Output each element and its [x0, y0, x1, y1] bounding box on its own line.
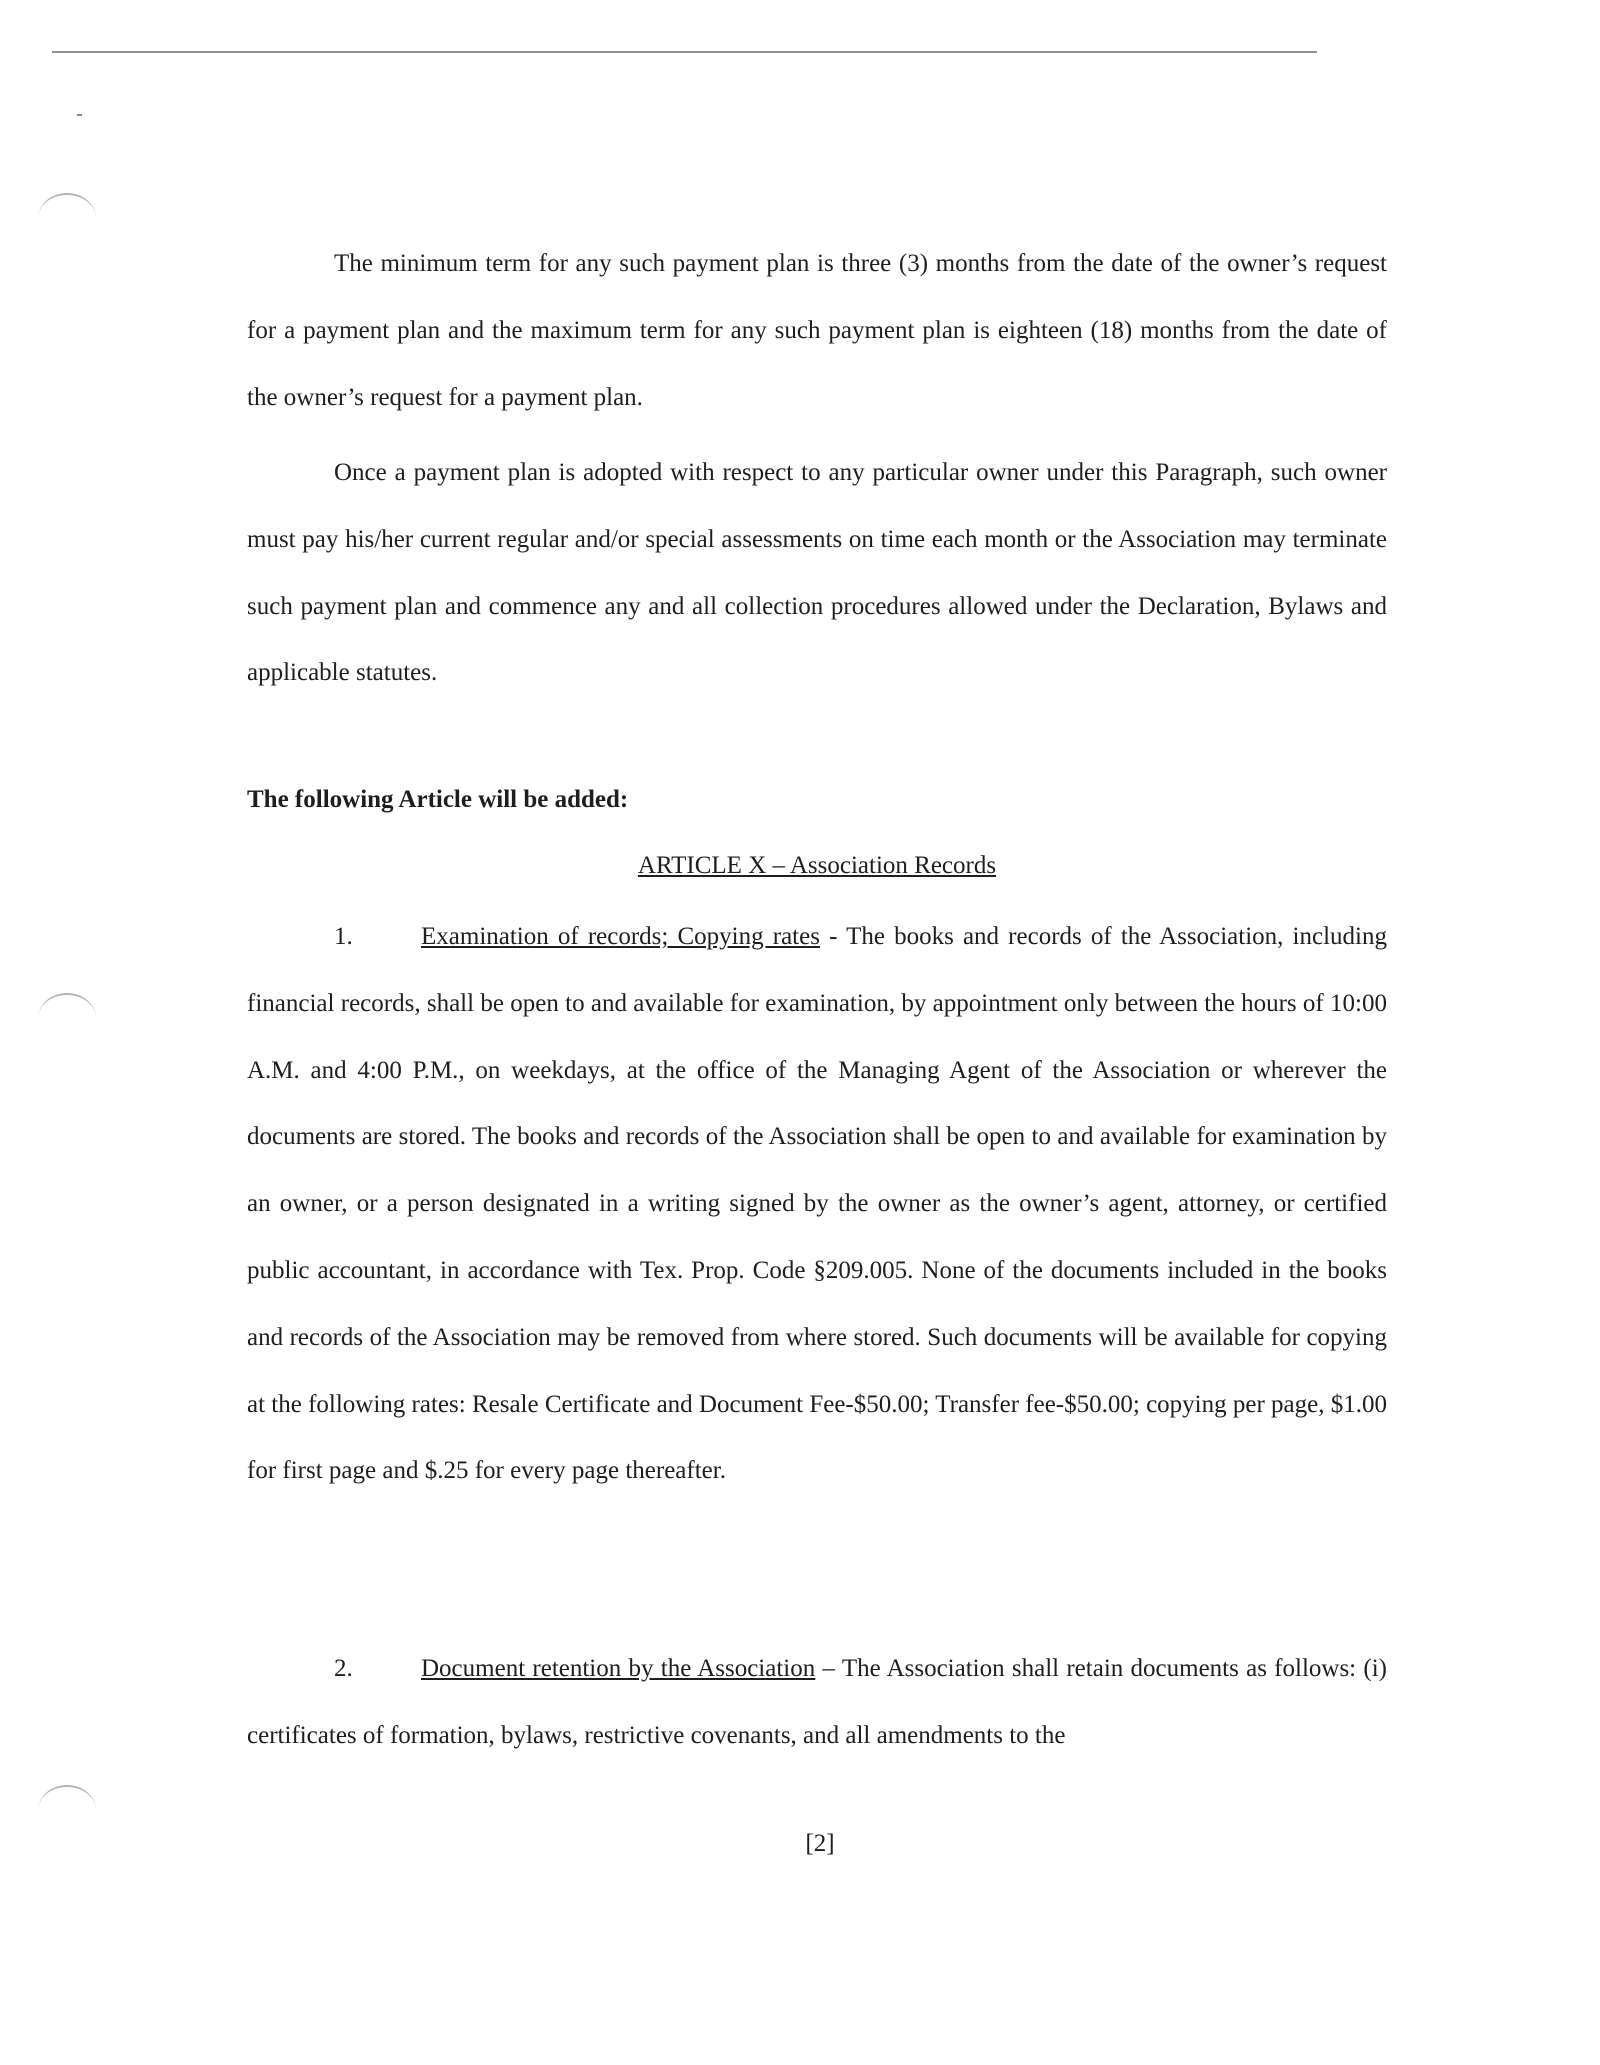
item-1-text: The books and records of the Association, including financial records, shall be open to and available for examination, by appointment only between the hours of 10:00 A.M. and 4:00 P.M., on weekdays, at the office of the Managing Agent of the Association or wherever the documents are stored. The books and records of the Association shall be open to and available for examination by an owner, or a person designated in a writing signed by the owner as the owner’s agent, attorney, or certified public accountant, in accordance with Tex. Prop. Code §209.005. None of the documents included in the books and records of the Association may be removed from where stored. Such documents will be available for copying at the following rates: Resale Certificate and Document Fee-$50.00; Transfer fee-$50.00; copying per page, $1.00 for first page and $.25 for every page thereafter. [247, 923, 1387, 1485]
item-2-text: The Association shall retain documents as follows: (i) certificates of formation, bylaws, restrictive covenants, and all amendments to the [247, 1655, 1387, 1749]
item-2-title: Document retention by the Association [421, 1655, 816, 1682]
article-item-1 [247, 904, 1387, 1505]
item-2-separator: – [815, 1655, 842, 1682]
punch-hole-top [38, 193, 96, 265]
item-2-number: 2. [334, 1655, 353, 1682]
item-1-separator: - [819, 923, 847, 950]
article-title: ARTICLE X – Association Records [637, 852, 997, 879]
item-1-number: 1. [334, 923, 353, 950]
item-1-title: Examination of records; Copying rates [421, 923, 820, 950]
punch-hole-middle [38, 993, 96, 1065]
paragraph-payment-plan-term: The minimum term for any such payment plan is three (3) months from the date of the owner’s request for a payment plan and the maximum term for any such payment plan is eighteen (18) months from the date of the owner’s request for a payment plan. [247, 250, 1387, 411]
article-item-2 [247, 1636, 1387, 1770]
paragraph-payment-plan-obligation: Once a payment plan is adopted with respect to any particular owner under this Paragraph, such owner must pay his/her current regular and/or special assessments on time each month or the Association may terminate such payment plan and commence any and all collection procedures allowed under the Declaration, Bylaws and applicable statutes. [247, 459, 1387, 687]
section-heading: The following Article will be added: [247, 786, 629, 813]
top-rule [52, 51, 1317, 53]
scan-speck [77, 114, 82, 116]
page-number: [2] [805, 1830, 835, 1857]
